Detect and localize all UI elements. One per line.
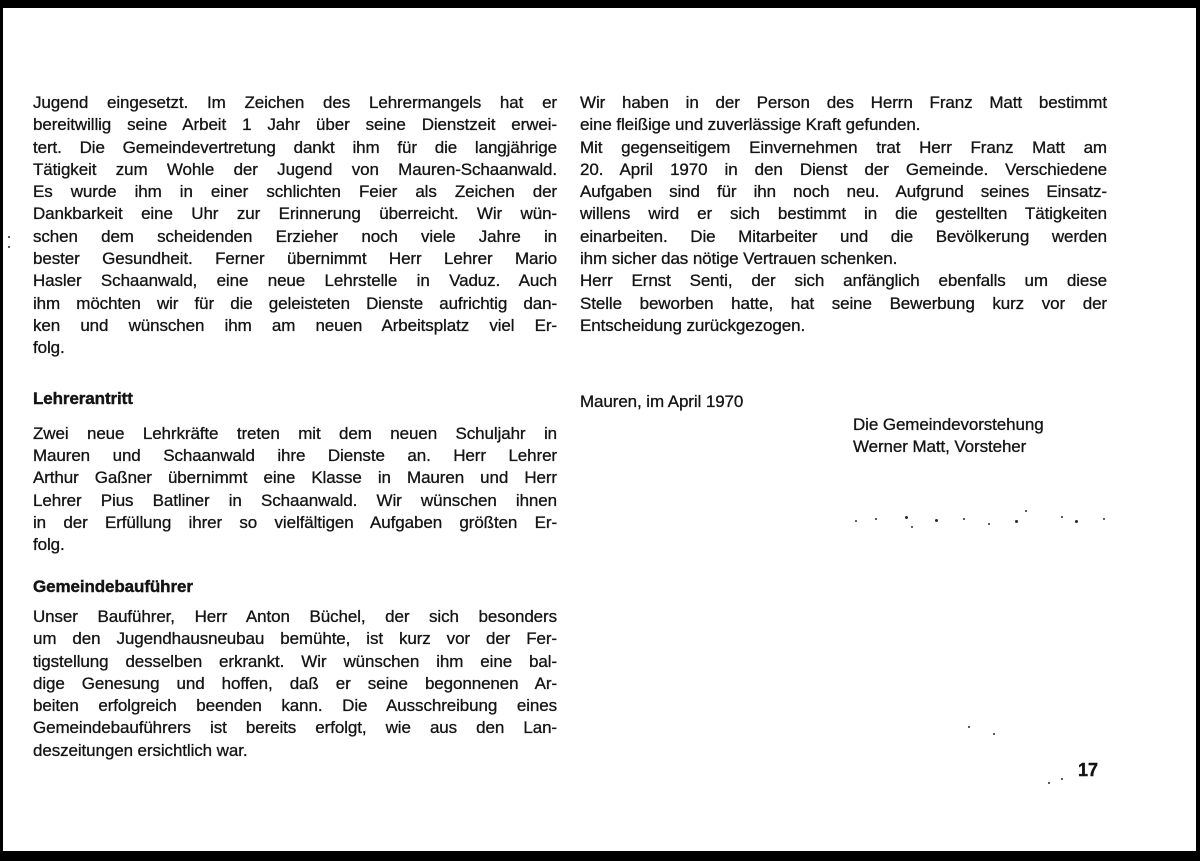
signature-org: Die Gemeindevorstehung [853, 414, 1044, 434]
text-line: Arthur Gaßner übernimmt eine Klasse in Mauren und Herr [33, 468, 557, 488]
section-heading-lehrerantritt: Lehrerantritt [33, 388, 133, 408]
paragraph [580, 137, 1107, 271]
text-line: Gemeindebauführers ist bereits erfolgt, wie aus den Lan- [33, 718, 557, 738]
text-line: ihm möchten wir für die geleisteten Dienste aufrichtig dan- [33, 293, 557, 313]
section-heading-gemeindebaufuehrer: Gemeindebauführer [33, 576, 193, 596]
scan-speck [8, 236, 10, 238]
scan-speck [963, 518, 965, 520]
paragraph [33, 423, 557, 557]
scan-speck [1103, 518, 1105, 520]
text-line: Hasler Schaanwald, eine neue Lehrstelle in Vaduz. Auch [33, 271, 557, 291]
scan-speck [935, 519, 938, 522]
text-line: schen dem scheidenden Erzieher noch viele Jahre in [33, 226, 557, 246]
text-line: einarbeiten. Die Mitarbeiter und die Bevölkerung werden [580, 226, 1107, 246]
text-line: Es wurde ihm in einer schlichten Feier als Zeichen der [33, 182, 557, 202]
text-line: in der Erfüllung ihrer so vielfältigen Aufgaben größten Er- [33, 513, 557, 533]
text-line: tert. Die Gemeindevertretung dankt ihm für die langjährige [33, 137, 557, 157]
text-line: Herr Ernst Senti, der sich anfänglich ebenfalls um diese [580, 271, 1107, 291]
scan-speck [1015, 520, 1018, 523]
text-line: Entscheidung zurückgezogen. [580, 315, 806, 335]
text-line: Wir haben in der Person des Herrn Franz Matt bestimmt [580, 93, 1107, 112]
text-line: Zwei neue Lehrkräfte treten mit dem neuen Schuljahr in [33, 423, 557, 443]
dateline: Mauren, im April 1970 [580, 392, 744, 412]
scan-speck [988, 523, 990, 525]
text-line: folg. [33, 535, 65, 555]
text-line: Dankbarkeit eine Uhr zur Erinnerung überreicht. Wir wün- [33, 204, 557, 224]
text-line: Mauren und Schaanwald ihre Dienste an. Herr Lehrer [33, 446, 557, 466]
text-line: folg. [33, 338, 65, 358]
paragraph [580, 92, 1107, 137]
right-column [580, 92, 1107, 458]
paragraph [33, 606, 557, 762]
text-line: tigstellung desselben erkrankt. Wir wünschen ihm eine bal- [33, 651, 557, 671]
text-line: Stelle beworben hatte, hat seine Bewerbung kurz vor der [580, 293, 1107, 313]
scan-speck [1025, 510, 1027, 512]
scan-speck [1075, 520, 1078, 523]
scan-speck [1061, 778, 1063, 780]
text-line: Lehrer Pius Batliner in Schaanwald. Wir wünschen ihnen [33, 490, 557, 510]
page-number: 17 [1077, 760, 1098, 780]
text-line: eine fleißige und zuverlässige Kraft gefunden. [580, 115, 921, 135]
scan-speck [875, 518, 877, 520]
text-line: ken und wünschen ihm am neuen Arbeitsplatz viel Er- [33, 315, 557, 335]
scan-speck [1061, 516, 1063, 518]
signature-block [580, 414, 1107, 459]
text-line: ihm sicher das nötige Vertrauen schenken. [580, 249, 898, 269]
scan-speck [8, 246, 10, 248]
text-line: dige Genesung und hoffen, daß er seine begonnenen Ar- [33, 673, 557, 693]
scan-speck [905, 516, 908, 519]
text-line: um den Jugendhausneubau bemühte, ist kurz vor der Fer- [33, 629, 557, 649]
scan-speck [911, 526, 913, 528]
text-line: willens wird er sich bestimmt in die gestellten Tätigkeiten [580, 204, 1107, 224]
text-line: bester Gesundheit. Ferner übernimmt Herr Lehrer Mario [33, 249, 557, 269]
text-line: Aufgaben sind für ihn noch neu. Aufgrund seines Einsatz- [580, 182, 1107, 202]
text-line: Jugend eingesetzt. Im Zeichen des Lehrermangels hat er [33, 93, 557, 112]
text-line: Unser Bauführer, Herr Anton Büchel, der sich besonders [33, 606, 557, 626]
scan-speck [968, 726, 970, 728]
text-line: Mit gegenseitigem Einvernehmen trat Herr Franz Matt am [580, 137, 1107, 157]
text-line: Tätigkeit zum Wohle der Jugend von Mauren-Schaanwald. [33, 159, 557, 179]
paragraph [33, 92, 557, 360]
scan-speck [1048, 782, 1050, 784]
paragraph [580, 270, 1107, 337]
text-line: beiten erfolgreich beenden kann. Die Ausschreibung eines [33, 696, 557, 716]
left-column [33, 92, 557, 762]
signature-name: Werner Matt, Vorsteher [853, 436, 1027, 456]
text-line: 20. April 1970 in den Dienst der Gemeinde. Verschiedene [580, 159, 1107, 179]
text-line: bereitwillig seine Arbeit 1 Jahr über seine Dienstzeit erwei- [33, 115, 557, 135]
scan-speck [855, 520, 857, 522]
scan-speck [993, 733, 995, 735]
text-line: deszeitungen ersichtlich war. [33, 740, 248, 760]
